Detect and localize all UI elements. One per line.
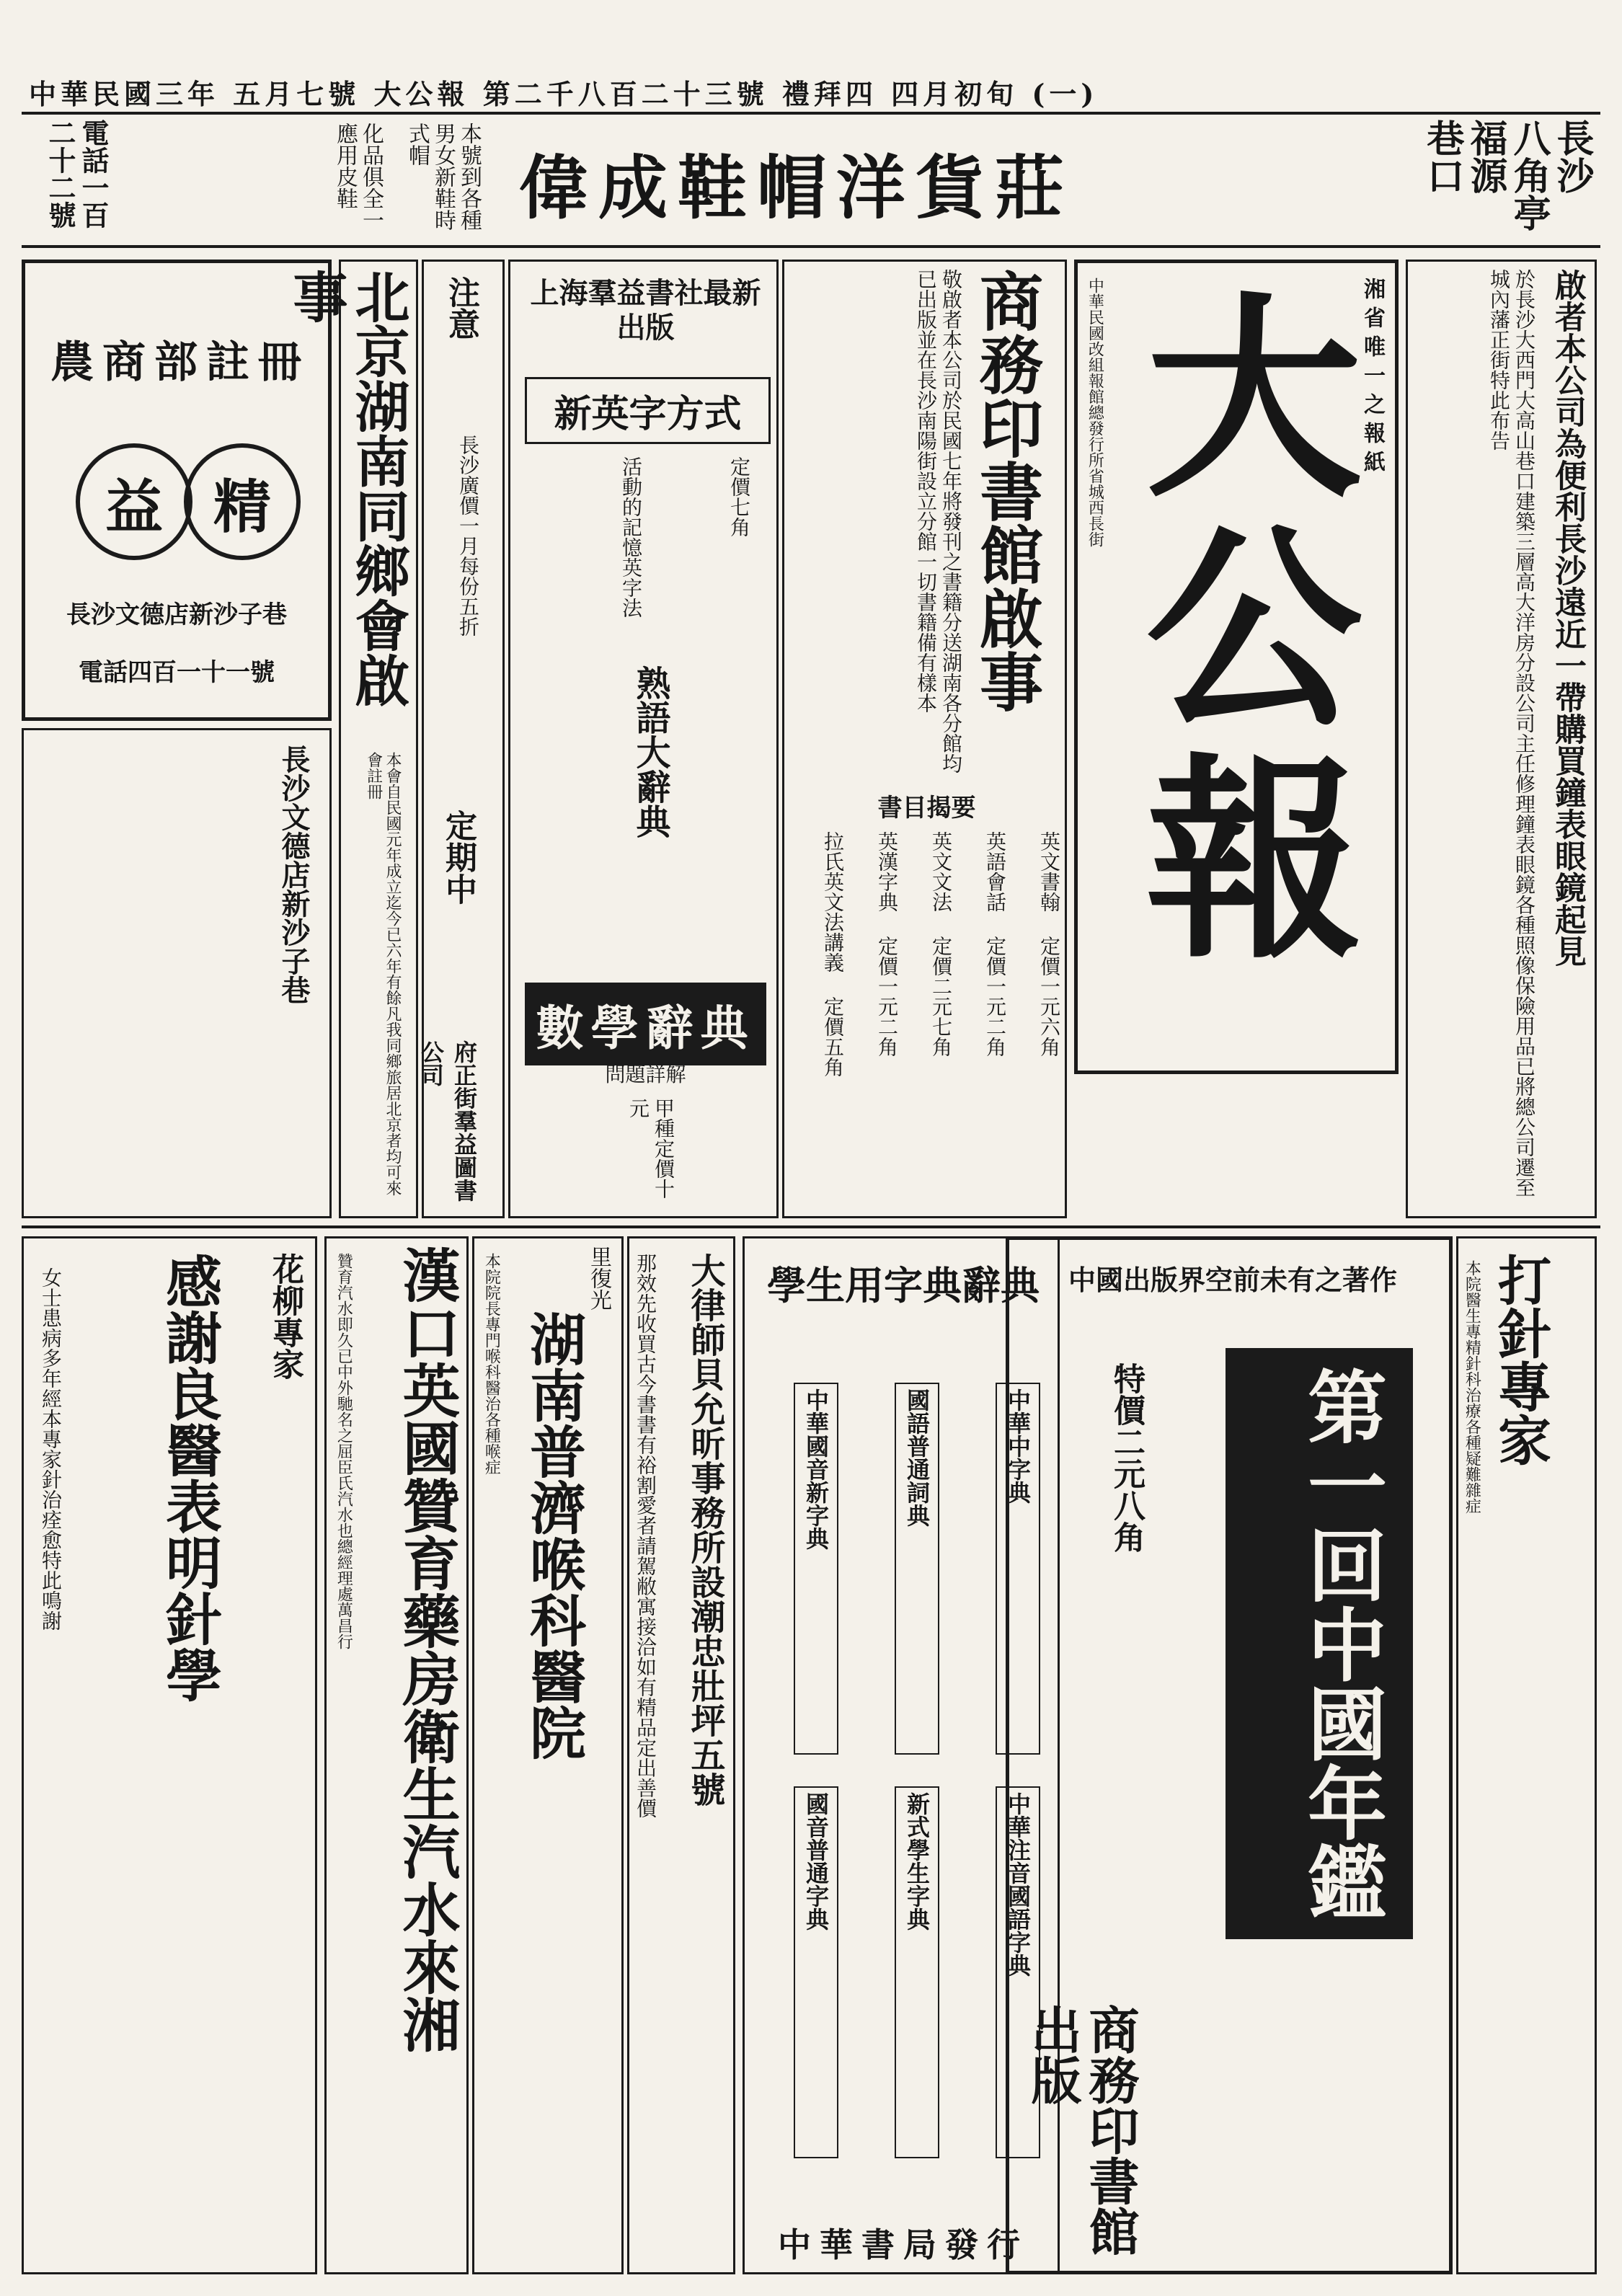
ad-qunyi-book-3: 熟語大辭典 bbox=[630, 665, 670, 838]
ad-commercial-list bbox=[792, 831, 1062, 1206]
ad-yearbook-price: 特價二元八角 bbox=[1108, 1362, 1145, 1553]
ad-beijing-body: 本會自民國元年成立迄今已六年有餘凡我同鄉旅居北京者均可來會註冊 bbox=[364, 752, 402, 1196]
top-ad-title: 偉成鞋帽洋貨莊 bbox=[519, 147, 1074, 229]
ad-qunyi-title: 上海羣益書社最新出版 bbox=[530, 276, 761, 345]
ad-student-dict-publisher: 中華書局發行 bbox=[778, 2225, 1029, 2264]
ad-puji bbox=[472, 1236, 624, 2274]
list-item: 拉氏英文法講義 定價五角 bbox=[821, 831, 845, 1077]
list-item: 中華國音新字典 bbox=[794, 1383, 838, 1755]
ad-merchants-body: 於長沙大西門大高山巷口建築三層高大洋房分設公司主任修理鐘表眼鏡各種照像保險用品已將總公司遷至城內藩正街特此布告 bbox=[1487, 269, 1536, 1197]
ad-qunyi-price-1: 定價七角 bbox=[727, 456, 751, 537]
ad-medicine-body: 女士患病多年經本專家針治痊愈特此鳴謝 bbox=[39, 1267, 63, 1631]
ad-merchants-title: 啟者本公司為便利長沙遠近一帶購買鐘表眼鏡起見 bbox=[1549, 269, 1586, 967]
ad-medicine bbox=[22, 1236, 317, 2274]
ad-left-lower-text: 長沙文德店新沙子巷 bbox=[277, 745, 311, 1004]
ad-qunyi-book-1: 新英字方式 bbox=[525, 377, 771, 444]
top-ad-rule bbox=[22, 245, 1600, 248]
list-item: 中華注音國語字典 bbox=[996, 1786, 1040, 2158]
mid-rule bbox=[22, 1225, 1600, 1228]
ad-notice bbox=[417, 260, 505, 1218]
ad-lawyer-sub: 那效先收買古今書書有裕割愛者請駕敝寓接洽如有精品定出善價 bbox=[634, 1253, 657, 1818]
issue-line: 中華民國三年 五月七號 大公報 第二千八百二十三號 禮拜四 四月初旬 (一) bbox=[29, 78, 1099, 110]
list-item: 英文書翰 定價一元六角 bbox=[1037, 831, 1061, 1057]
ad-notice-body: 長沙廣價一月每份五折 bbox=[456, 435, 480, 637]
ad-agri-phone: 電話四百一十一號 bbox=[79, 658, 275, 687]
list-item: 英語會話 定價一元二角 bbox=[983, 831, 1007, 1057]
ad-hankou bbox=[324, 1236, 469, 2274]
ad-qunyi-book-1-sub: 活動的記憶英字法 bbox=[619, 456, 643, 618]
list-item: 英漢字典 定價一元二角 bbox=[875, 831, 899, 1057]
ad-commercial-body: 敬啟者本公司於民國七年將發刊之書籍分送湖南各分館均已出版並在長沙南陽街設立分館一切書籍備有樣本 bbox=[914, 269, 963, 774]
top-rule bbox=[22, 112, 1600, 115]
ad-acupuncture-title: 打針專家 bbox=[1489, 1253, 1551, 1466]
list-item: 中華中字典 bbox=[996, 1383, 1040, 1755]
ad-commercial-title: 商務印書館啟事 bbox=[970, 269, 1045, 713]
top-ad bbox=[29, 119, 1593, 238]
ad-qunyi bbox=[508, 260, 779, 1218]
masthead-side-right: 湘省唯一之報紙 bbox=[1360, 278, 1385, 479]
top-ad-desc-2: 化品俱全一應用皮鞋 bbox=[332, 123, 384, 231]
ad-yearbook-header: 中國出版界空前未有之著作 bbox=[1068, 1264, 1397, 1296]
ad-puji-body: 本院院長專門喉科醫治各種喉症 bbox=[482, 1253, 501, 1475]
masthead-box bbox=[1074, 260, 1399, 1074]
list-item: 國語普通詞典 bbox=[895, 1383, 939, 1755]
ad-qunyi-book-2-sub: 問題詳解 bbox=[605, 1063, 686, 1086]
ad-lawyer bbox=[627, 1236, 735, 2274]
ad-acupuncture-body: 本院醫生專精針科治療各種疑難雜症 bbox=[1463, 1260, 1481, 1514]
ad-yearbook-publisher: 商務印書館出版 bbox=[1023, 2004, 1140, 2256]
ad-merchants bbox=[1406, 260, 1597, 1218]
ad-notice-title: 注意 bbox=[443, 276, 479, 340]
ad-agri-shop: 長沙文德店新沙子巷 bbox=[66, 600, 287, 629]
ad-student-dict-title: 學生用字典辭典 bbox=[767, 1262, 1040, 1308]
ad-beijing-title: 北京湖南同鄉會啟事 bbox=[284, 269, 410, 707]
ad-hankou-body: 贊育汽水即久已中外馳名之屈臣氏汽水也總經理處萬昌行 bbox=[334, 1253, 353, 1649]
ad-acupuncture bbox=[1456, 1236, 1597, 2274]
top-ad-location: 長沙 八角亭 福源 巷口 bbox=[1420, 119, 1594, 231]
ad-qunyi-price-2: 甲種定價十元 bbox=[626, 1098, 675, 1199]
ad-commercial bbox=[782, 260, 1067, 1218]
ad-yearbook bbox=[1006, 1236, 1453, 2274]
ad-medicine-sub: 感謝良醫表明針學 bbox=[156, 1253, 222, 1703]
top-ad-phone: 電話一百二十二號 bbox=[44, 119, 110, 229]
ad-agri-seal-2: 益 bbox=[76, 443, 192, 560]
ad-yearbook-title: 第一回中國年鑑 bbox=[1226, 1348, 1413, 1939]
ad-notice-sub: 定期中 bbox=[440, 810, 477, 905]
ad-left-lower bbox=[22, 728, 332, 1218]
ad-commercial-list-header: 書目揭要 bbox=[877, 794, 976, 823]
ad-student-dict-grid bbox=[759, 1383, 1047, 2176]
list-item: 英文文法 定價二元七角 bbox=[929, 831, 953, 1057]
ad-agri-seal-1: 精 bbox=[184, 443, 301, 560]
list-item: 新式學生字典 bbox=[895, 1786, 939, 2158]
ad-medicine-title: 花柳專家 bbox=[267, 1253, 303, 1380]
ad-agri-title: 農商部註冊 bbox=[50, 337, 310, 388]
ad-notice-shop: 府正街羣益圖書公司 bbox=[417, 1040, 478, 1202]
top-ad-desc-1: 本號到各種男女新鞋時式帽 bbox=[404, 123, 482, 231]
list-item: 國音普通字典 bbox=[794, 1786, 838, 2158]
ad-puji-sub: 里復光 bbox=[586, 1246, 611, 1311]
ad-qunyi-book-2: 數學辭典 bbox=[525, 983, 766, 1065]
ad-hankou-title: 漢口英國贊育藥房衛生汽水來湘 bbox=[393, 1246, 461, 2053]
ad-puji-title: 湖南普濟喉科醫院 bbox=[520, 1311, 586, 1760]
masthead-side-left: 中華民國改組報館總發行所省城西長街 bbox=[1086, 278, 1104, 547]
masthead-title: 大公報 bbox=[1109, 285, 1364, 977]
ad-lawyer-title: 大律師貝允昕事務所設潮忠壯坪五號 bbox=[685, 1253, 725, 1807]
